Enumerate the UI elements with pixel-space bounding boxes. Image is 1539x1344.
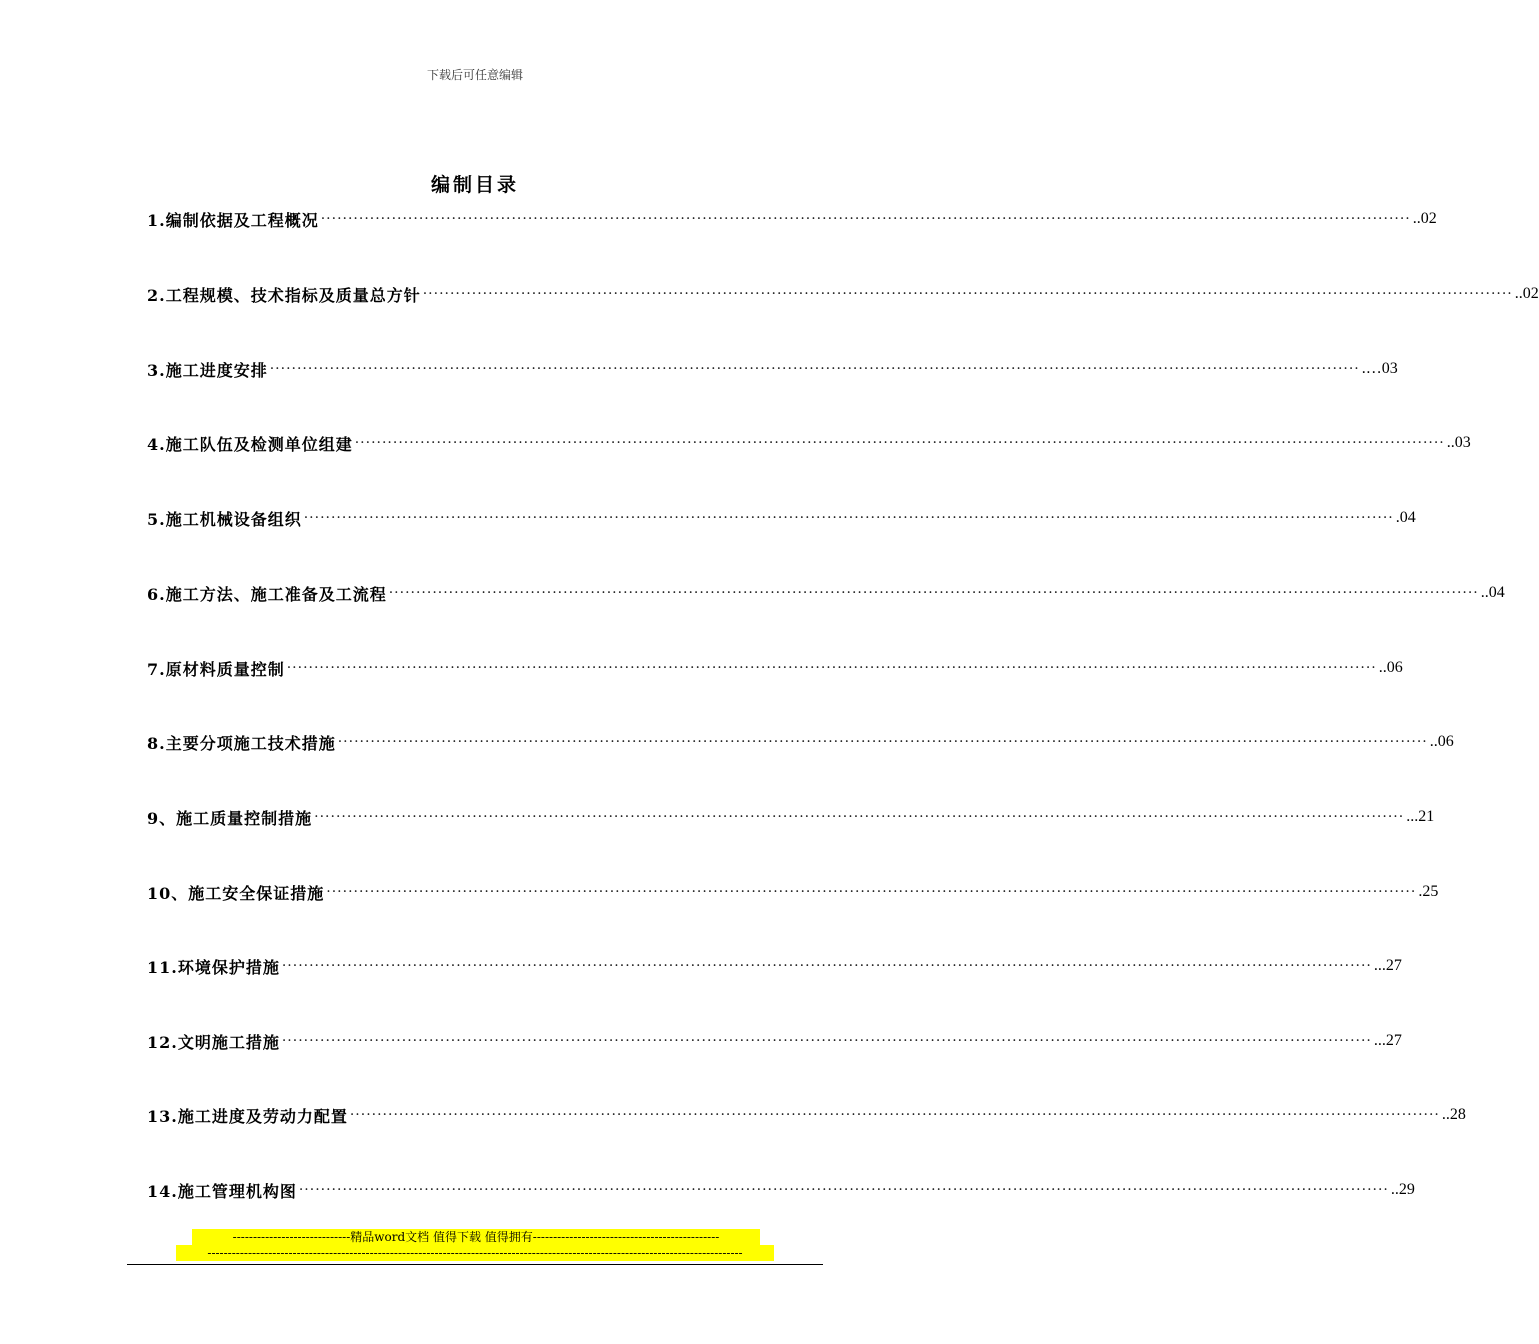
toc-entry-page: ..29 xyxy=(1390,1181,1415,1198)
toc-entry-label: 6.施工方法、施工准备及工流程 xyxy=(147,584,387,604)
toc-entry[interactable] xyxy=(147,503,1416,533)
toc-entry-page: ...21 xyxy=(1406,808,1435,825)
toc-entry-page: ..02 xyxy=(1514,285,1539,302)
toc-leader-dots: ········································································································································································································ xyxy=(326,884,1417,900)
toc-entry-page: .04 xyxy=(1395,509,1416,526)
toc-leader-dots: ········································································································································································································ xyxy=(354,435,1445,451)
toc-entry-page: ...27 xyxy=(1373,1032,1402,1049)
header-note: 下载后可任意编辑 xyxy=(426,68,523,82)
toc-leader-dots: ········································································································································································································ xyxy=(269,361,1360,377)
toc-leader-dots: ········································································································································································································ xyxy=(422,286,1513,302)
toc-entry-label: 5.施工机械设备组织 xyxy=(147,509,302,529)
toc-entry-page: ..02 xyxy=(1412,210,1437,227)
toc-leader-dots: ········································································································································································································ xyxy=(281,958,1372,974)
toc-entry[interactable] xyxy=(147,279,1539,309)
toc-entry-page: .…03 xyxy=(1361,360,1398,377)
toc-entry-label: 14.施工管理机构图 xyxy=(147,1181,297,1201)
toc-entry[interactable] xyxy=(147,877,1439,907)
toc-entry[interactable] xyxy=(147,653,1403,683)
toc-entry[interactable] xyxy=(147,1100,1466,1130)
toc-entry[interactable] xyxy=(147,727,1454,757)
toc-entry[interactable] xyxy=(147,428,1471,458)
toc-entry[interactable] xyxy=(147,1175,1415,1205)
footer-banner-line: -----------------------------精品word文档 值得下载 值得拥有---------------------------------------------- xyxy=(192,1229,760,1245)
toc-entry[interactable] xyxy=(147,354,1398,384)
footer-banner-line: ------------------------------------------------------------------------------------------------------------------------------------ xyxy=(176,1245,774,1261)
toc-leader-dots: ········································································································································································································ xyxy=(320,211,1411,227)
toc-leader-dots: ········································································································································································································ xyxy=(349,1107,1440,1123)
toc-leader-dots: ········································································································································································································ xyxy=(303,510,1394,526)
toc-entry-label: 9、施工质量控制措施 xyxy=(147,808,313,828)
toc-entry-label: 2.工程规模、技术指标及质量总方针 xyxy=(147,285,421,305)
toc-entry-page: ...27 xyxy=(1373,957,1402,974)
toc-entry-page: ..04 xyxy=(1480,584,1505,601)
toc-entry[interactable] xyxy=(147,802,1435,832)
toc-entry-page: ..06 xyxy=(1429,733,1454,750)
toc-entry-page: ..28 xyxy=(1441,1106,1466,1123)
footer-banner xyxy=(176,1229,774,1261)
toc-leader-dots: ········································································································································································································ xyxy=(286,660,1377,676)
toc-leader-dots: ········································································································································································································ xyxy=(337,734,1428,750)
toc-entry-page: ..06 xyxy=(1378,659,1403,676)
toc-title: 编制目录 xyxy=(430,174,519,196)
toc-leader-dots: ········································································································································································································ xyxy=(298,1182,1389,1198)
toc-entry-label: 13.施工进度及劳动力配置 xyxy=(147,1106,348,1126)
toc-entry-label: 10、施工安全保证措施 xyxy=(147,883,325,903)
toc-entry-page: .25 xyxy=(1418,883,1439,900)
toc-entry-label: 7.原材料质量控制 xyxy=(147,659,285,679)
toc-leader-dots: ········································································································································································································ xyxy=(281,1033,1372,1049)
toc-entry-label: 1.编制依据及工程概况 xyxy=(147,210,319,230)
toc-entry-label: 3.施工进度安排 xyxy=(147,360,268,380)
toc-leader-dots: ········································································································································································································ xyxy=(314,809,1405,825)
footer-divider xyxy=(127,1264,823,1265)
toc-entry-label: 12.文明施工措施 xyxy=(147,1032,280,1052)
toc-entry[interactable] xyxy=(147,951,1402,981)
toc-leader-dots: ········································································································································································································ xyxy=(388,585,1479,601)
toc-entry-label: 11.环境保护措施 xyxy=(147,957,280,977)
toc-entry[interactable] xyxy=(147,1026,1402,1056)
toc-entry[interactable] xyxy=(147,204,1437,234)
toc-entry-label: 4.施工队伍及检测单位组建 xyxy=(147,434,353,454)
toc-entry[interactable] xyxy=(147,578,1505,608)
toc-entry-page: ..03 xyxy=(1446,434,1471,451)
toc-entry-label: 8.主要分项施工技术措施 xyxy=(147,733,336,753)
